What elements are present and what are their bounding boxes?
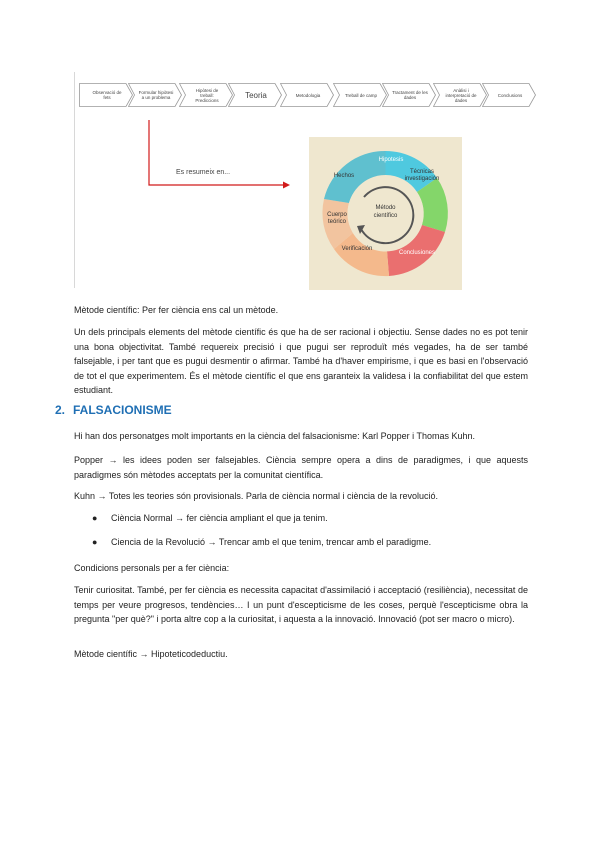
- cycle-center: científico: [373, 213, 398, 219]
- list-item: Ciencia de la Revolució → Trencar amb el que tenim, trencar amb el paradigme.: [111, 537, 432, 547]
- cycle-tecnicas: Técnicas: [409, 169, 435, 175]
- cycle-hechos: Hechos: [333, 173, 355, 179]
- caption: Mètode científic: Per fer ciència ens cal un mètode.: [74, 305, 279, 315]
- bullet-icon: ●: [92, 513, 98, 523]
- flow-step-label: Observació de fets: [92, 90, 122, 100]
- flow-step-label: Conclusions: [497, 92, 523, 98]
- cycle-verificacion: Verificación: [341, 246, 373, 252]
- cycle-center: Método: [375, 205, 396, 211]
- paragraph: Popper → les idees poden ser falsejables. Ciència sempre opera a dins de paradigmes, i que aquests paradigmes són mètodes acceptats per la comunitat científica.: [74, 455, 528, 480]
- cycle-cuerpo: Cuerpo: [327, 212, 347, 218]
- paragraph: Mètode científic → Hipoteticodeductiu.: [74, 649, 228, 659]
- red-arrow: [0, 0, 600, 300]
- list-item: Ciència Normal → fer ciència ampliant el que ja tenim.: [111, 513, 328, 523]
- flow-step-label: Metodologia: [295, 92, 321, 98]
- section-heading: [55, 403, 172, 417]
- cycle-tecnicas: investigación: [404, 176, 440, 182]
- flow-step-label: Formular hipòtesi a un problema: [138, 90, 174, 100]
- section-number: 2.: [55, 403, 66, 417]
- cycle-hipotesis: Hipotesis: [378, 157, 404, 163]
- cycle-conclusiones: Conclusiones: [398, 250, 436, 256]
- paragraph: Hi han dos personatges molt importants en la ciència del falsacionisme: Karl Popper i Thomas Kuhn.: [74, 431, 476, 441]
- cycle-cuerpo: teórico: [327, 219, 347, 225]
- flow-step-label: Treball de camp: [344, 92, 378, 98]
- paragraph: Tenir curiositat. També, per fer ciència es necessita capacitat d'assimilació i acceptació (resiliència), necessitat de temps per veure progresos, tendències… I un punt d'escepticisme de les coses, perquè l'escepticisme obra la pregunta "per què?" i porta altre cop a la curiositat, i aquesta a la innovació. Innovació (pot ser macro o micro).: [74, 585, 528, 624]
- arrow-label: Es resumeix en...: [176, 169, 231, 176]
- flow-step-label: Anàlisi i interpretació de dades: [445, 87, 477, 103]
- paragraph: Un dels principals elements del mètode científic és que ha de ser racional i objectiu. Sense dades no es pot tenir una bona objectivitat. També requereix precisió i que pugui ser reproduït més vegades, ha de ser també falsejable, i per tant que es pugui desmentir o afirmar. També ha d'haver empirisme, i que es basi en l'observació de tot el que experimentem. És el mètode científic el que ens garanteix la validesa i la confiabilitat del que estem estudiant.: [74, 327, 528, 395]
- scientific-method-cycle: [309, 137, 462, 290]
- paragraph: Kuhn → Totes les teories són provisionals. Parla de ciència normal i ciència de la revolució.: [74, 491, 439, 501]
- section-title: FALSACIONISME: [73, 403, 172, 417]
- flow-step-label: Tractament de les dades: [392, 90, 428, 100]
- bullet-icon: ●: [92, 537, 98, 547]
- flow-step-label: Hipòtesi de treball: Prediccions: [195, 87, 219, 103]
- paragraph: Condicions personals per a fer ciència:: [74, 563, 230, 573]
- flow-step-label: Teoria: [245, 90, 267, 100]
